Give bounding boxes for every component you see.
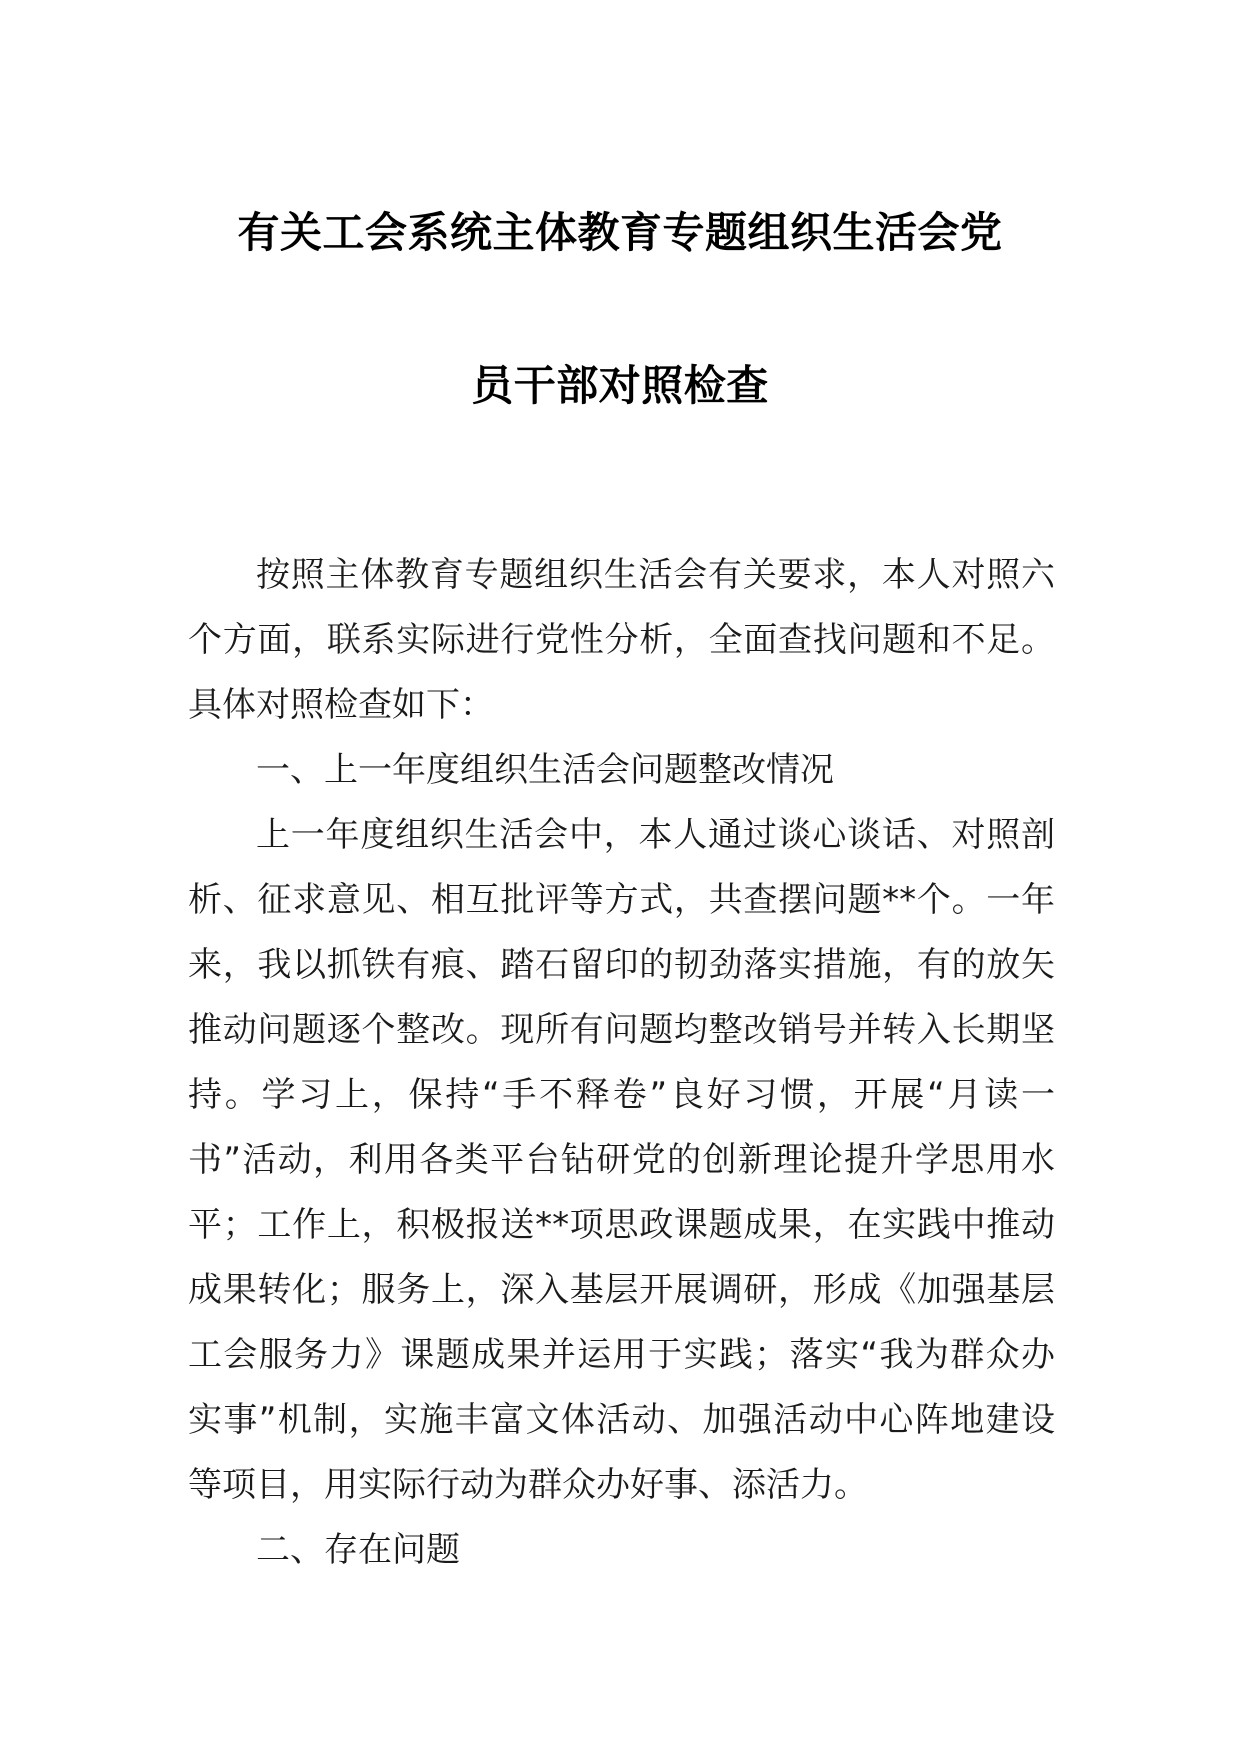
document-title-line-1: 有关工会系统主体教育专题组织生活会党	[237, 208, 1003, 257]
document-body	[188, 543, 1055, 1583]
section-1-heading: 一、上一年度组织生活会问题整改情况	[256, 750, 834, 790]
section-2-heading: 二、存在问题	[256, 1530, 460, 1570]
document-title-line-2: 员干部对照检查	[471, 361, 769, 410]
intro-paragraph: 按照主体教育专题组织生活会有关要求，本人对照六个方面，联系实际进行党性分析，全面查找问题和不足。具体对照检查如下：	[188, 555, 1055, 725]
section-1-paragraph: 上一年度组织生活会中，本人通过谈心谈话、对照剖析、征求意见、相互批评等方式，共查摆问题**个。一年来，我以抓铁有痕、踏石留印的韧劲落实措施，有的放矢推动问题逐个整改。现所有问题均整改销号并转入长期坚持。学习上，保持“手不释卷”良好习惯，开展“月读一书”活动，利用各类平台钻研党的创新理论提升学思用水平；工作上，积极报送**项思政课题成果，在实践中推动成果转化；服务上，深入基层开展调研，形成《加强基层工会服务力》课题成果并运用于实践；落实“我为群众办实事”机制，实施丰富文体活动、加强活动中心阵地建设等项目，用实际行动为群众办好事、添活力。	[188, 815, 1055, 1505]
